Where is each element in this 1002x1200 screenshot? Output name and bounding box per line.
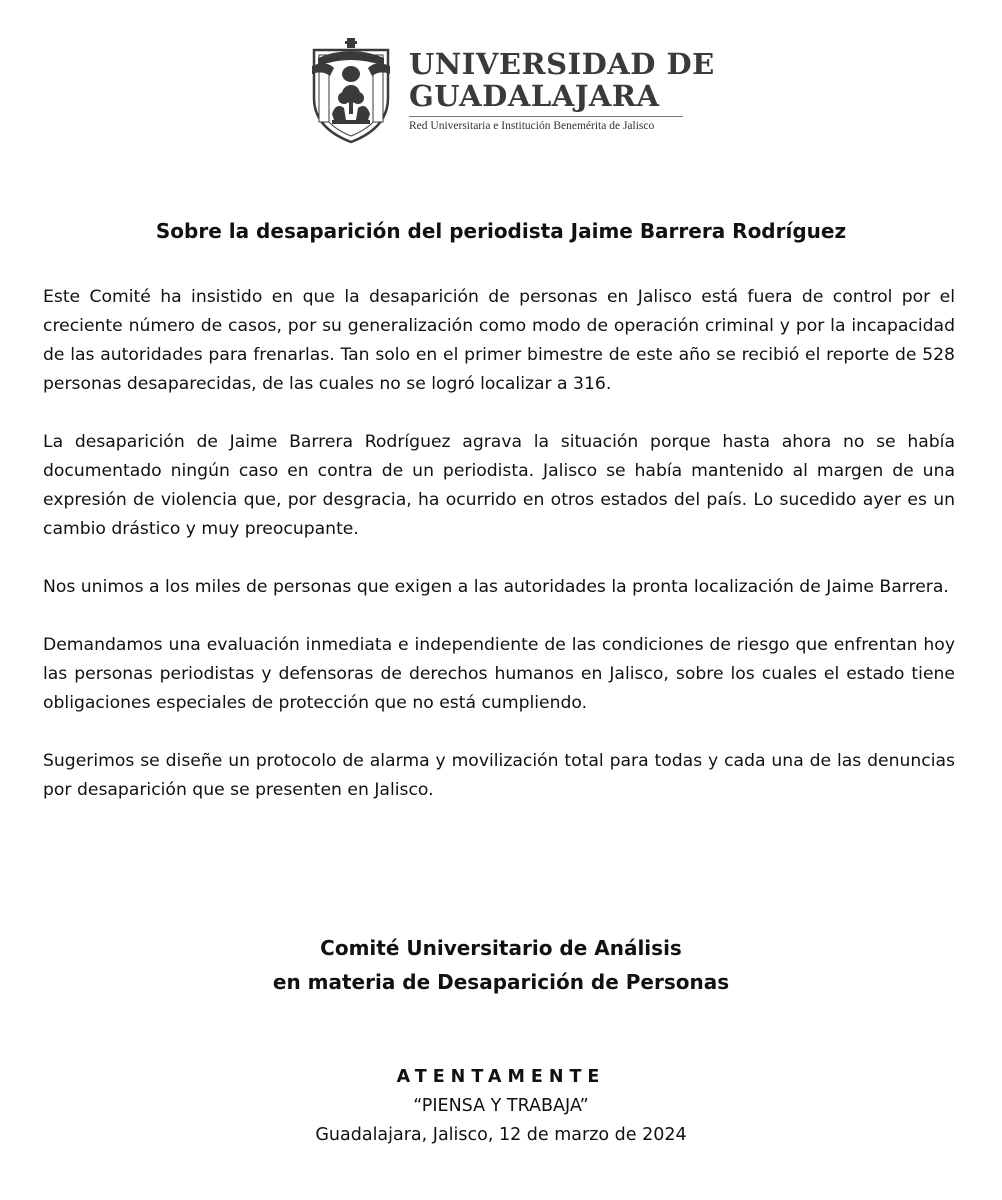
document-title: Sobre la desaparición del periodista Jaime Barrera Rodríguez	[155, 219, 847, 243]
university-name-line1: UNIVERSIDAD DE	[409, 47, 715, 81]
signature-block	[0, 931, 1002, 999]
paragraph: Sugerimos se diseñe un protocolo de alarma y movilización total para todas y cada una de las denuncias por desaparición que se presenten en Jalisco.	[43, 751, 955, 800]
university-subtitle: Red Universitaria e Institución Benemérita de Jalisco	[409, 120, 655, 132]
letterhead	[0, 36, 1002, 148]
place-and-date: Guadalajara, Jalisco, 12 de marzo de 2024	[315, 1125, 687, 1145]
closing-motto: “PIENSA Y TRABAJA”	[413, 1096, 589, 1116]
university-seal-icon	[306, 36, 396, 146]
closing-block	[0, 1063, 1002, 1150]
university-name-line2: GUADALAJARA	[409, 79, 660, 113]
paragraph: Demandamos una evaluación inmediata e independiente de las condiciones de riesgo que enfrentan hoy las personas periodistas y defensoras de derechos humanos en Jalisco, sobre los cuales el estado tiene obligaciones especiales de protección que no está cumpliendo.	[43, 635, 955, 713]
paragraph: La desaparición de Jaime Barrera Rodríguez agrava la situación porque hasta ahora no se había documentado ningún caso en contra de un periodista. Jalisco se había mantenido al margen de una expresión de violencia que, por desgracia, ha ocurrido en otros estados del país. Lo sucedido ayer es un cambio drástico y muy preocupante.	[43, 432, 955, 539]
closing-heading: ATENTAMENTE	[396, 1067, 606, 1087]
paragraph: Nos unimos a los miles de personas que exigen a las autoridades la pronta localización de Jaime Barrera.	[43, 577, 949, 597]
committee-name-line2: en materia de Desaparición de Personas	[272, 970, 730, 994]
wordmark-divider	[409, 116, 683, 117]
committee-name-line1: Comité Universitario de Análisis	[320, 936, 682, 960]
paragraph: Este Comité ha insistido en que la desaparición de personas en Jalisco está fuera de control por el creciente número de casos, por su generalización como modo de operación criminal y por la incapacidad de las autoridades para frenarlas. Tan solo en el primer bimestre de este año se recibió el reporte de 528 personas desaparecidas, de las cuales no se logró localizar a 316.	[43, 287, 955, 394]
university-wordmark	[409, 47, 715, 132]
document-body	[43, 283, 955, 834]
